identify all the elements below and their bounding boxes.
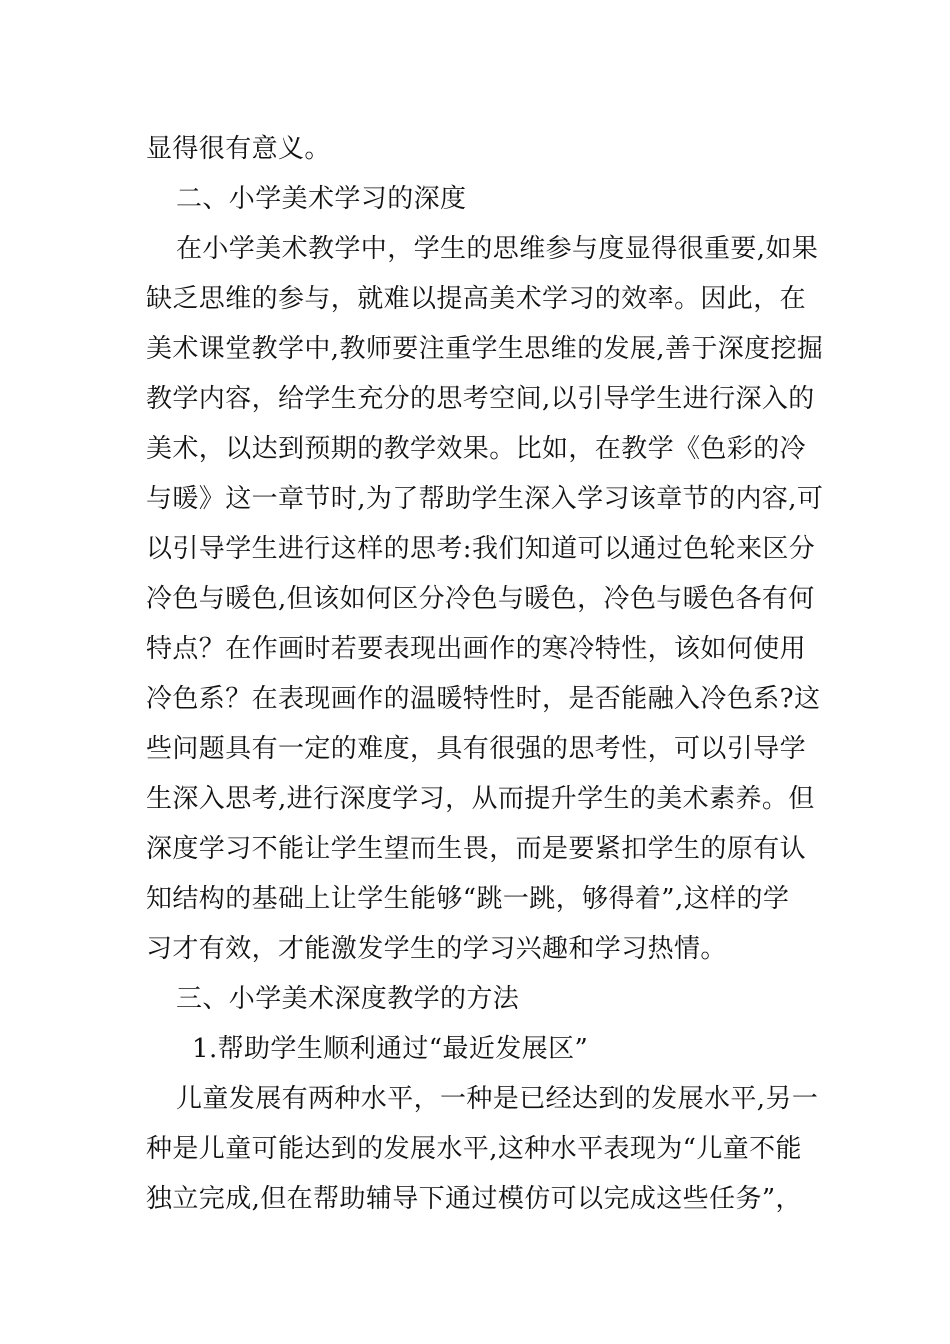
- subsection-heading: 1.帮助学生顺利通过“最近发展区”: [192, 1034, 589, 1064]
- text-line: 深度学习不能让学生望而生畏，而是要紧扣学生的原有认: [146, 834, 807, 864]
- text-line: 冷色与暖色,但该如何区分冷色与暖色，冷色与暖色各有何: [146, 584, 815, 614]
- text-line: 显得很有意义。: [146, 134, 331, 164]
- text-line: 独立完成,但在帮助辅导下通过模仿可以完成这些任务”，: [146, 1184, 802, 1214]
- text-line: 缺乏思维的参与，就难以提高美术学习的效率。因此，在: [146, 284, 807, 314]
- text-line: 在小学美术教学中，学生的思维参与度显得很重要,如果: [176, 234, 819, 264]
- text-line: 冷色系？在表现画作的温暖特性时，是否能融入冷色系?这: [146, 684, 821, 714]
- text-line: 种是儿童可能达到的发展水平,这种水平表现为“儿童不能: [146, 1134, 802, 1164]
- section-heading: 二、小学美术学习的深度: [176, 184, 467, 214]
- text-line: 与暖》这一章节时,为了帮助学生深入学习该章节的内容,可: [146, 484, 824, 514]
- text-line: 些问题具有一定的难度，具有很强的思考性，可以引导学: [146, 734, 807, 764]
- section-heading: 三、小学美术深度教学的方法: [176, 984, 520, 1014]
- text-line: 教学内容，给学生充分的思考空间,以引导学生进行深入的: [146, 384, 815, 414]
- text-line: 生深入思考,进行深度学习，从而提升学生的美术素养。但: [146, 784, 815, 814]
- text-line: 习才有效，才能激发学生的学习兴趣和学习热情。: [146, 934, 727, 964]
- text-line: 知结构的基础上让学生能够“跳一跳，够得着”,这样的学: [146, 884, 790, 914]
- text-line: 美术课堂教学中,教师要注重学生思维的发展,善于深度挖掘: [146, 334, 824, 364]
- text-line: 儿童发展有两种水平，一种是已经达到的发展水平,另一: [176, 1084, 819, 1114]
- text-line: 特点？在作画时若要表现出画作的寒冷特性，该如何使用: [146, 634, 807, 664]
- text-line: 美术，以达到预期的教学效果。比如，在教学《色彩的冷: [146, 434, 807, 464]
- text-line: 以引导学生进行这样的思考:我们知道可以通过色轮来区分: [146, 534, 816, 564]
